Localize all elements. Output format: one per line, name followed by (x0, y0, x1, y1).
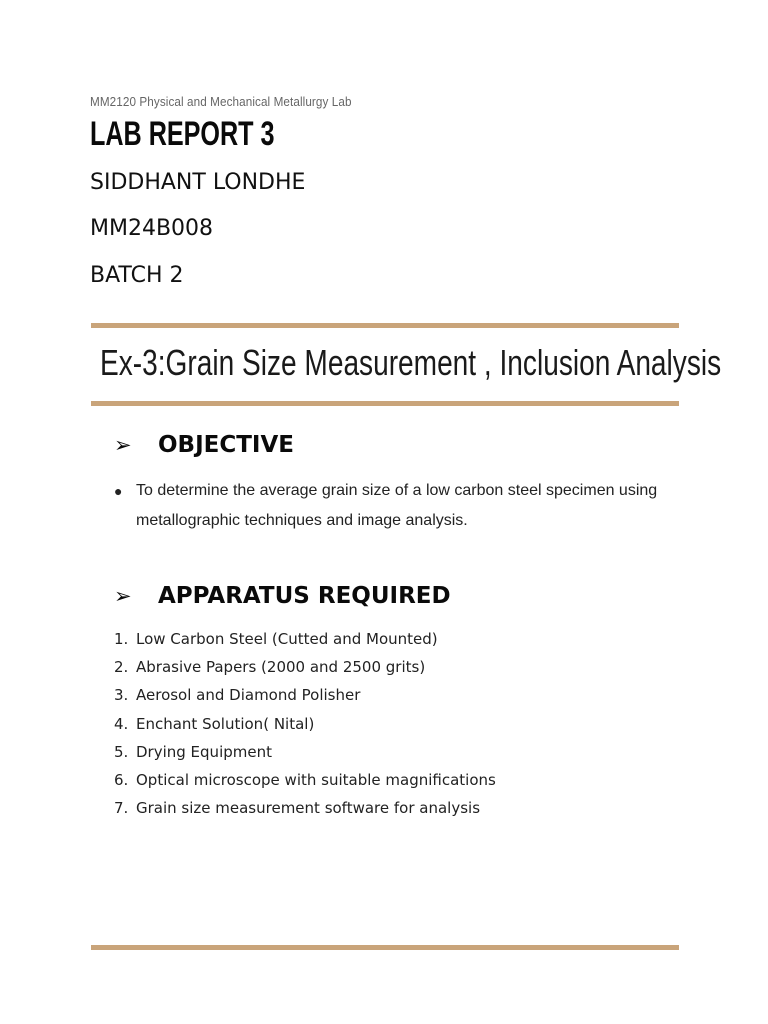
list-number: 6. (114, 770, 129, 789)
list-number: 1. (114, 630, 129, 648)
objective-item-text: To determine the average grain size of a low carbon steel specimen using metallographic techniques and image analysis. (136, 482, 658, 529)
bullet-dot-icon: ● (114, 483, 123, 499)
list-number: 7. (114, 799, 129, 818)
apparatus-list (114, 626, 496, 823)
student-name: SIDDHANT LONDHE (90, 170, 306, 195)
objective-heading (114, 432, 294, 460)
list-number: 2. (114, 658, 129, 677)
list-number: 3. (114, 686, 129, 705)
experiment-title: Ex-3:Grain Size Measurement , Inclusion Analysis (100, 342, 722, 383)
list-item (114, 767, 496, 795)
list-item (114, 711, 496, 739)
top-divider (91, 323, 679, 328)
objective-item (114, 476, 676, 536)
list-item-text: Aerosol and Diamond Polisher (136, 686, 361, 705)
apparatus-heading (114, 583, 451, 611)
list-item (114, 739, 496, 767)
bottom-divider (91, 945, 679, 950)
list-item-text: Optical microscope with suitable magnifications (136, 770, 496, 789)
arrow-bullet-icon: ➢ (114, 433, 132, 457)
list-item (114, 654, 496, 682)
objective-heading-text: OBJECTIVE (158, 432, 294, 458)
batch-label: BATCH 2 (90, 263, 184, 288)
title-divider (91, 401, 679, 406)
apparatus-heading-text: APPARATUS REQUIRED (158, 583, 451, 609)
list-number: 4. (114, 714, 129, 733)
list-item (114, 626, 496, 654)
list-item (114, 682, 496, 710)
list-item-text: Low Carbon Steel (Cutted and Mounted) (136, 630, 438, 648)
list-item-text: Grain size measurement software for analysis (136, 799, 481, 818)
course-name: MM2120 Physical and Mechanical Metallurgy Lab (90, 94, 352, 109)
list-item-text: Drying Equipment (136, 742, 272, 761)
list-item (114, 795, 496, 823)
roll-number: MM24B008 (90, 216, 214, 241)
report-title: LAB REPORT 3 (90, 115, 275, 153)
list-item-text: Abrasive Papers (2000 and 2500 grits) (136, 658, 426, 677)
list-item-text: Enchant Solution( Nital) (136, 714, 315, 733)
arrow-bullet-icon: ➢ (114, 584, 132, 608)
list-number: 5. (114, 742, 129, 761)
